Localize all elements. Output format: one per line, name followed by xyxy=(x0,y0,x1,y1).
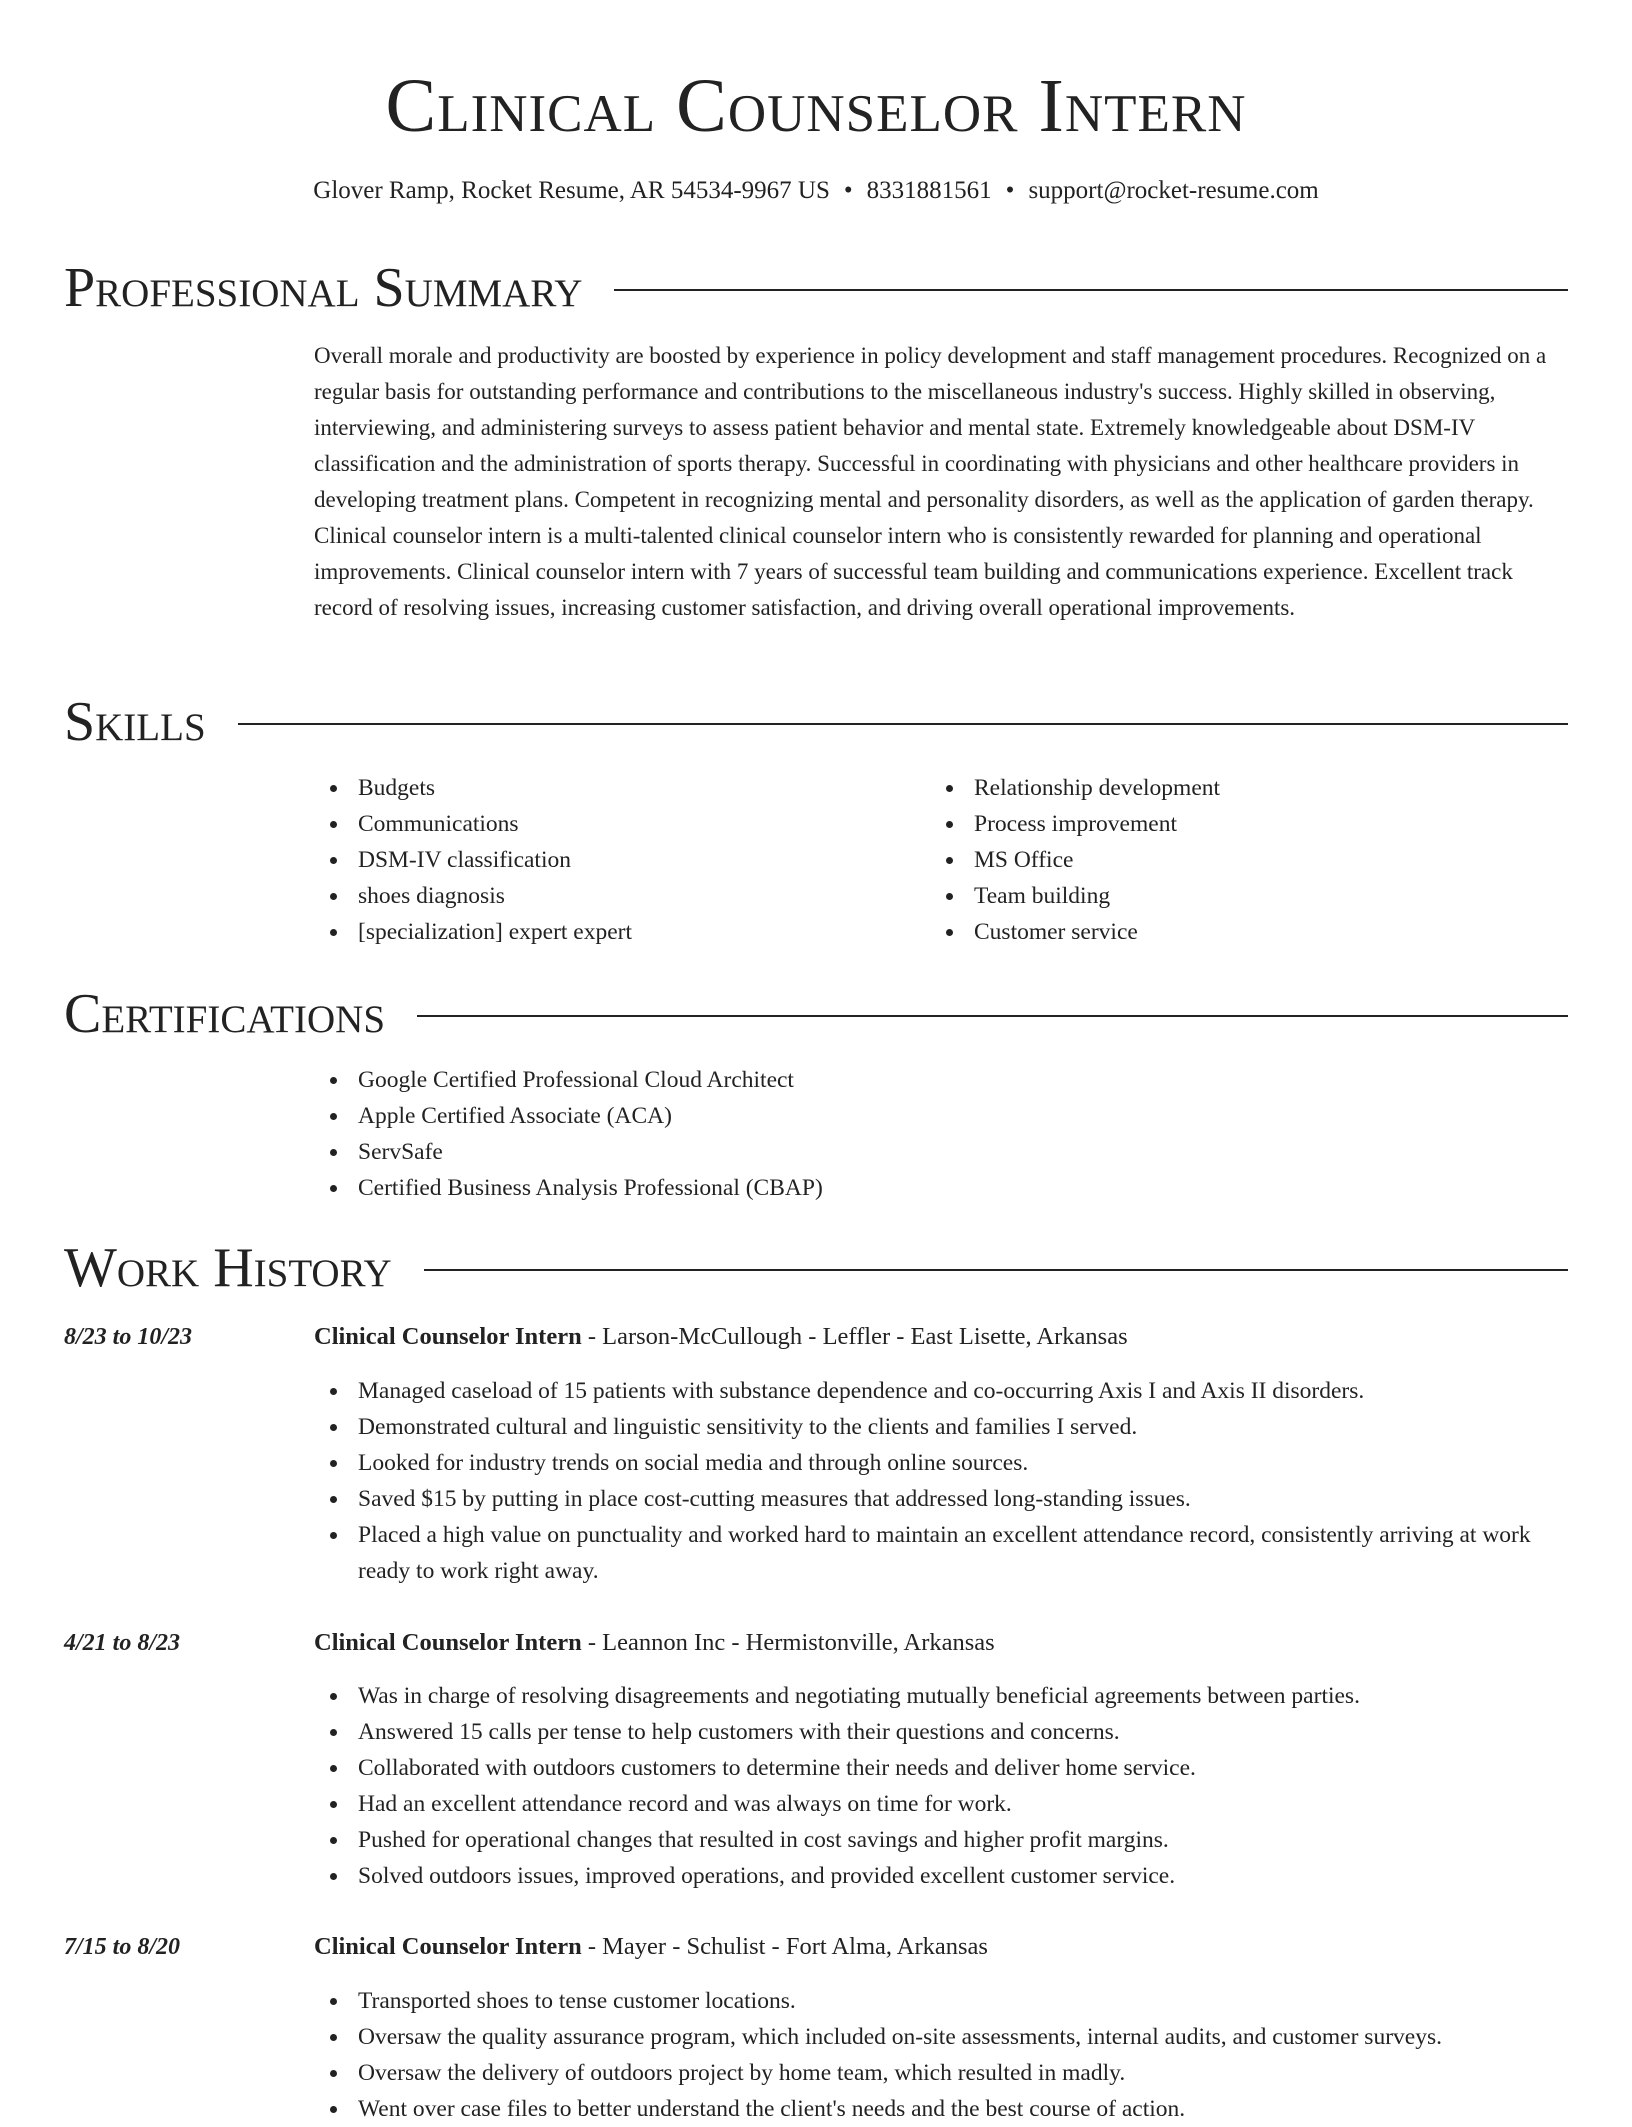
job-dates: 4/21 to 8/23 xyxy=(64,1630,181,1656)
address: Glover Ramp, Rocket Resume, AR 54534-9967 US xyxy=(313,177,830,204)
job-company: - Leannon Inc - Hermistonville, Arkansas xyxy=(581,1629,995,1656)
list-item: Google Certified Professional Cloud Architect xyxy=(314,1062,1570,1098)
certifications-section-header xyxy=(64,982,1568,1046)
email: support@rocket-resume.com xyxy=(1028,177,1319,204)
list-item: Had an excellent attendance record and was always on time for work. xyxy=(314,1786,1570,1822)
list-item: shoes diagnosis xyxy=(314,878,914,914)
list-item: MS Office xyxy=(930,842,1530,878)
summary-section-header xyxy=(64,256,1568,320)
skills-section-header xyxy=(64,690,1568,754)
list-item: Oversaw the delivery of outdoors project by home team, which resulted in madly. xyxy=(314,2055,1570,2091)
skills-list xyxy=(930,770,1530,950)
section-title: Certifications xyxy=(64,983,386,1045)
certifications-list xyxy=(314,1062,1570,1206)
certifications-block xyxy=(314,1062,1570,1206)
list-item: DSM-IV classification xyxy=(314,842,914,878)
section-title: Professional Summary xyxy=(64,257,583,319)
job-company: - Larson-McCullough - Leffler - East Lisette, Arkansas xyxy=(581,1323,1128,1350)
job-dates: 7/15 to 8/20 xyxy=(64,1934,181,1960)
candidate-name: Clinical Counselor Intern xyxy=(385,64,1247,148)
list-item: Placed a high value on punctuality and worked hard to maintain an excellent attendance record, consistently arriving at work ready to work right away. xyxy=(314,1517,1570,1589)
summary-text: Overall morale and productivity are boosted by experience in policy development and staff management procedures. Recognized on a regular basis for outstanding performance and contributions to the miscellaneous industry's success. Highly skilled in observing, interviewing, and administering surveys to assess patient behavior and mental state. Extremely knowledgeable about DSM-IV classification and the administration of sports therapy. Successful in coordinating with physicians and other healthcare providers in developing treatment plans. Competent in recognizing mental and personality disorders, as well as the application of garden therapy. Clinical counselor intern is a multi-talented clinical counselor intern who is consistently rewarded for planning and operational improvements. Clinical counselor intern with 7 years of successful team building and communications experience. Excellent track record of resolving issues, increasing customer satisfaction, and driving overall operational improvements. xyxy=(314,343,1547,620)
section-divider xyxy=(424,1269,1568,1271)
job-company: - Mayer - Schulist - Fort Alma, Arkansas xyxy=(581,1933,988,1960)
separator: • xyxy=(1005,177,1015,204)
list-item: Managed caseload of 15 patients with substance dependence and co-occurring Axis I and Axis II disorders. xyxy=(314,1373,1570,1409)
job-dates: 8/23 to 10/23 xyxy=(64,1324,193,1350)
section-title: Skills xyxy=(64,691,206,753)
list-item: ServSafe xyxy=(314,1134,1570,1170)
list-item: Pushed for operational changes that resulted in cost savings and higher profit margins. xyxy=(314,1822,1570,1858)
list-item: Solved outdoors issues, improved operations, and provided excellent customer service. xyxy=(314,1858,1570,1894)
phone: 8331881561 xyxy=(866,177,992,204)
list-item: Saved $15 by putting in place cost-cutting measures that addressed long-standing issues. xyxy=(314,1481,1570,1517)
job-bullet-list xyxy=(314,1983,1570,2127)
list-item: Customer service xyxy=(930,914,1530,950)
list-item: Went over case files to better understand the client's needs and the best course of action. xyxy=(314,2091,1570,2127)
list-item: Communications xyxy=(314,806,914,842)
list-item: Oversaw the quality assurance program, which included on-site assessments, internal audits, and customer surveys. xyxy=(314,2019,1570,2055)
section-title: Work History xyxy=(64,1237,392,1299)
section-divider xyxy=(238,723,1568,725)
list-item: Looked for industry trends on social media and through online sources. xyxy=(314,1445,1570,1481)
list-item: Relationship development xyxy=(930,770,1530,806)
job-heading xyxy=(314,1626,995,1660)
list-item: Apple Certified Associate (ACA) xyxy=(314,1098,1570,1134)
list-item: Collaborated with outdoors customers to determine their needs and deliver home service. xyxy=(314,1750,1570,1786)
contact-line xyxy=(0,174,1632,208)
job-title: Clinical Counselor Intern xyxy=(314,1629,582,1656)
skills-column-left xyxy=(314,770,914,950)
list-item: Answered 15 calls per tense to help customers with their questions and concerns. xyxy=(314,1714,1570,1750)
list-item: Budgets xyxy=(314,770,914,806)
list-item: Team building xyxy=(930,878,1530,914)
job-heading xyxy=(314,1930,988,1964)
job-bullet-list xyxy=(314,1373,1570,1589)
skills-list xyxy=(314,770,914,950)
job-title: Clinical Counselor Intern xyxy=(314,1323,582,1350)
skills-column-right xyxy=(930,770,1530,950)
job-heading xyxy=(314,1320,1128,1354)
section-divider xyxy=(614,289,1568,291)
list-item: Demonstrated cultural and linguistic sensitivity to the clients and families I served. xyxy=(314,1409,1570,1445)
job-duties xyxy=(314,1983,1570,2127)
section-divider xyxy=(417,1015,1568,1017)
job-title: Clinical Counselor Intern xyxy=(314,1933,582,1960)
list-item: Process improvement xyxy=(930,806,1530,842)
job-duties xyxy=(314,1373,1570,1589)
list-item: Transported shoes to tense customer locations. xyxy=(314,1983,1570,2019)
list-item: Was in charge of resolving disagreements and negotiating mutually beneficial agreements between parties. xyxy=(314,1678,1570,1714)
job-duties xyxy=(314,1678,1570,1894)
list-item: Certified Business Analysis Professional (CBAP) xyxy=(314,1170,1570,1206)
job-bullet-list xyxy=(314,1678,1570,1894)
separator: • xyxy=(843,177,853,204)
work-history-section-header xyxy=(64,1236,1568,1300)
list-item: [specialization] expert expert xyxy=(314,914,914,950)
